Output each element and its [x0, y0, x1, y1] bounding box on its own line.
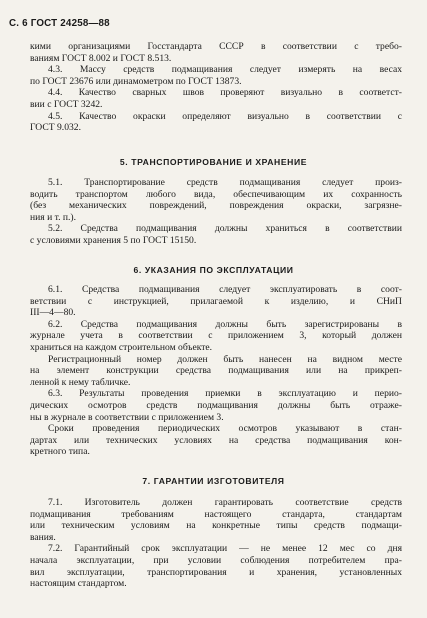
text-line: ваниям ГОСТ 8.002 и ГОСТ 8.513. — [30, 52, 172, 64]
text-line: 6.3. Результаты проведения приемки в эксплуатацию и перио- — [48, 388, 402, 400]
text-line: с условиями хранения 5 по ГОСТ 15150. — [30, 234, 197, 246]
text-line: 6.2. Средства подмащивания должны быть зарегистрированы в — [48, 318, 402, 330]
text-line: на элемент конструкции средства подмащивания или на прикреп- — [30, 365, 402, 377]
text-line: ленной к нему табличке. — [30, 376, 131, 388]
text-line: Сроки проведения периодических осмотров указывают в стан- — [48, 423, 402, 435]
text-line: вил эксплуатации, транспортирования и хранения, установленных — [30, 566, 402, 578]
text-line: ветствии с инструкцией, прилагаемой к изделию, и СНиП — [30, 295, 402, 307]
text-line: кретного типа. — [30, 446, 90, 458]
text-line: вания. — [30, 531, 56, 543]
text-line: 4.5. Качество окраски определяют визуально в соответствии с — [48, 110, 402, 122]
page-header: С. 6 ГОСТ 24258—88 — [9, 18, 110, 29]
text-line: 7.1. Изготовитель должен гарантировать соответствие средств — [48, 497, 402, 508]
text-line: 4.3. Массу средств подмащивания следует измерять на весах — [48, 64, 402, 76]
text-line: (без механических повреждений, повреждения окраски, загрязне- — [30, 200, 402, 212]
text-line: водить транспортом любого вида, обеспечивающим их сохранность — [30, 188, 402, 200]
text-line: 6.1. Средства подмащивания следует эксплуатировать в соот- — [48, 284, 402, 295]
text-line: 5.1. Транспортирование средств подмащивания следует произ- — [48, 177, 402, 188]
section-4-continuation — [30, 41, 402, 134]
text-line: 7.2. Гарантийный срок эксплуатации — не менее 12 мес со дня — [48, 543, 402, 555]
section-6-heading: 6. УКАЗАНИЯ ПО ЭКСПЛУАТАЦИИ — [133, 265, 294, 275]
text-line: журнале учета в соответствии с приложением 3, который должен — [30, 330, 402, 342]
text-line: храниться на каждом строительном объекте. — [30, 341, 213, 353]
text-line: III—4—80. — [30, 307, 76, 319]
text-line: дических осмотров средств подмащивания должны быть отраже- — [30, 399, 402, 411]
text-line: начала эксплуатации, при условии соблюдения потребителем пра- — [30, 554, 402, 566]
text-line: дартах или технических условиях на средства подмащивания кон- — [30, 434, 402, 446]
text-line: подмащивания требованиям настоящего стандарта, стандартам — [30, 508, 402, 520]
text-line: ны в журнале в соответствии с приложением 3. — [30, 411, 224, 423]
section-7-heading: 7. ГАРАНТИИ ИЗГОТОВИТЕЛЯ — [142, 476, 285, 486]
section-6-body — [30, 284, 402, 458]
text-line: вии с ГОСТ 3242. — [30, 98, 103, 110]
section-7-body — [30, 497, 402, 590]
text-line: по ГОСТ 23676 или динамометром по ГОСТ 13873. — [30, 75, 242, 87]
text-line: Регистрационный номер должен быть нанесен на видном месте — [48, 353, 402, 365]
text-line: 4.4. Качество сварных швов проверяют визуально в соответст- — [48, 87, 402, 99]
text-line: настоящим стандартом. — [30, 578, 127, 590]
text-line: ГОСТ 9.032. — [30, 122, 81, 134]
section-5-heading: 5. ТРАНСПОРТИРОВАНИЕ И ХРАНЕНИЕ — [119, 157, 308, 167]
section-5-body — [30, 177, 402, 247]
text-line: 5.2. Средства подмащивания должны храниться в соответствии — [48, 223, 402, 235]
text-line: кими организациями Госстандарта СССР в соответствии с требо- — [30, 41, 402, 52]
text-line: ния и т. п.). — [30, 211, 77, 223]
text-line: или техническим условиям на конкретные типы средств подмащи- — [30, 520, 402, 532]
